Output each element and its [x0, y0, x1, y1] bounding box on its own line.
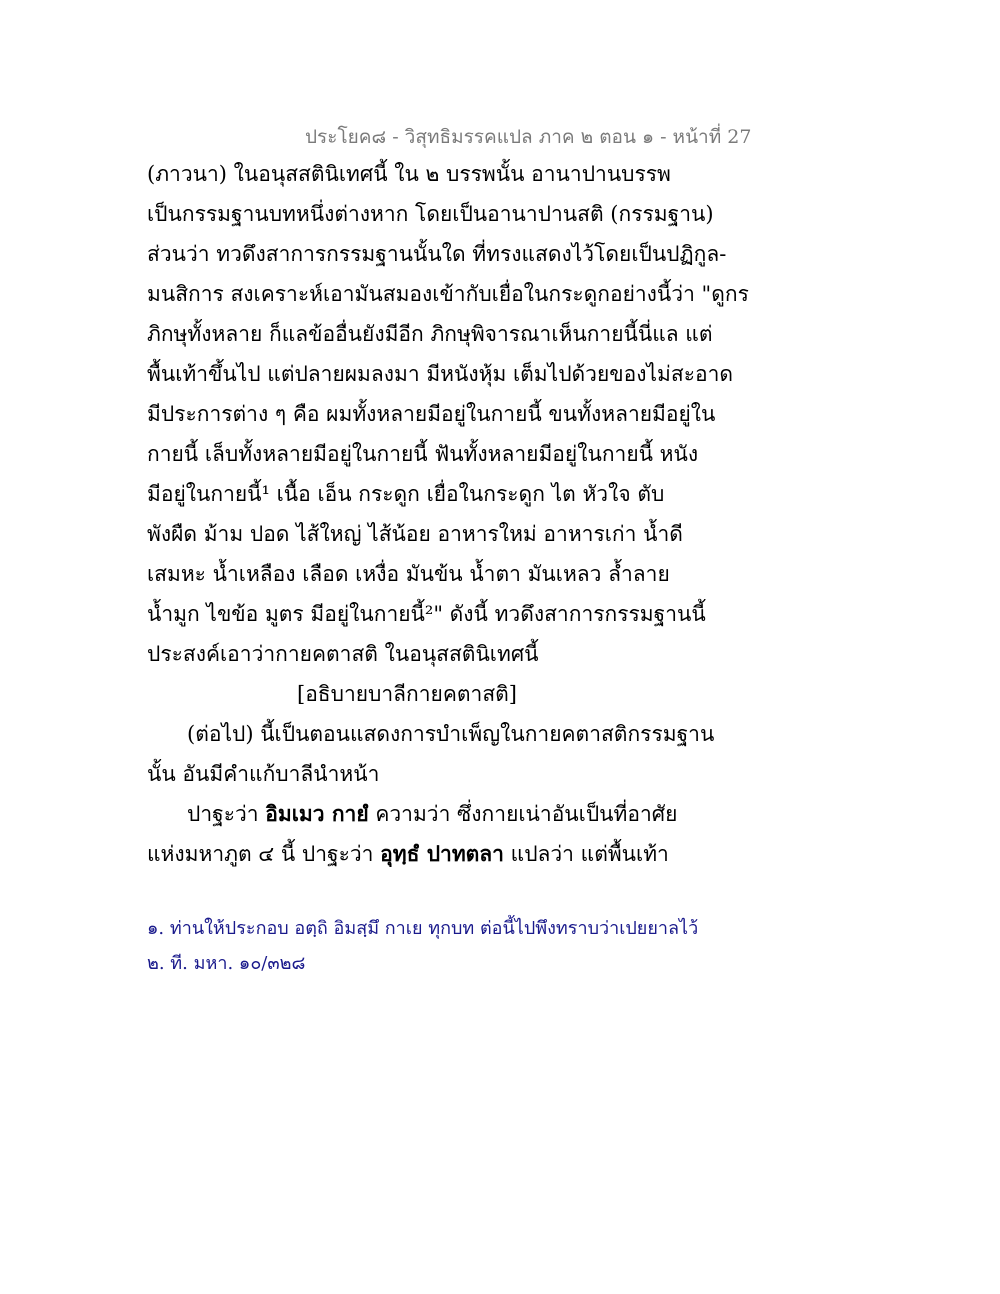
text-segment: แปลว่า แต่พื้นเท้า: [503, 842, 669, 866]
text-line: นั้น อันมีคำแก้บาลีนำหน้า: [147, 762, 380, 786]
text-line: ภิกษุทั้งหลาย ก็แลข้ออื่นยังมีอีก ภิกษุพิจารณาเห็นกายนี้นี่แล แต่: [147, 322, 713, 346]
footnote-1: ๑. ท่านให้ประกอบ อตฺถิ อิมสฺมึ กาเย ทุกบท ต่อนี้ไปพึงทราบว่าเปยยาลไว้: [147, 918, 699, 939]
text-line: มนสิการ สงเคราะห์เอามันสมองเข้ากับเยื่อในกระดูกอย่างนี้ว่า "ดูกร: [147, 282, 749, 306]
text-line: (ภาวนา) ในอนุสสตินิเทศนี้ ใน ๒ บรรพนั้น อานาปานบรรพ: [147, 162, 671, 186]
text-line: มีประการต่าง ๆ คือ ผมทั้งหลายมีอยู่ในกายนี้ ขนทั้งหลายมีอยู่ใน: [147, 402, 716, 426]
text-line: น้ำมูก ไขข้อ มูตร มีอยู่ในกายนี้²" ดังนี้ ทวดึงสาการกรรมฐานนี้: [147, 602, 706, 626]
text-line: เป็นกรรมฐานบทหนึ่งต่างหาก โดยเป็นอานาปานสติ (กรรมฐาน): [147, 202, 714, 226]
pali-term: อุทฺธํ ปาทตลา: [380, 841, 504, 866]
text-line: [147, 838, 707, 878]
footnotes: [147, 915, 707, 985]
text-line: (ต่อไป) นี้เป็นตอนแสดงการบำเพ็ญในกายคตาสติกรรมฐาน: [187, 722, 715, 746]
running-header: ประโยค๘ - วิสุทธิมรรคแปล ภาค ๒ ตอน ๑ - หน้าที่ 27: [305, 126, 752, 148]
pali-term: อิมเมว กายํ: [265, 801, 369, 826]
footnote-2: ๒. ที. มหา. ๑๐/๓๒๘: [147, 953, 306, 974]
text-line: พังผืด ม้าม ปอด ไส้ใหญ่ ไส้น้อย อาหารใหม่ อาหารเก่า น้ำดี: [147, 522, 683, 546]
main-text: [147, 158, 749, 878]
text-segment: ความว่า ซึ่งกายเน่าอันเป็นที่อาศัย: [368, 802, 678, 826]
text-segment: แห่งมหาภูต ๔ นี้ ปาฐะว่า: [147, 842, 381, 866]
text-line: [147, 798, 707, 838]
text-segment: ปาฐะว่า: [187, 802, 266, 826]
text-line: กายนี้ เล็บทั้งหลายมีอยู่ในกายนี้ ฟันทั้งหลายมีอยู่ในกายนี้ หนัง: [147, 442, 699, 466]
text-line: ส่วนว่า ทวดึงสาการกรรมฐานนั้นใด ที่ทรงแสดงไว้โดยเป็นปฏิกูล-: [147, 242, 727, 266]
text-line: เสมหะ น้ำเหลือง เลือด เหงื่อ มันข้น น้ำตา มันเหลว ล้ำลาย: [147, 562, 670, 586]
text-line: มีอยู่ในกายนี้¹ เนื้อ เอ็น กระดูก เยื่อในกระดูก ไต หัวใจ ตับ: [147, 482, 665, 506]
text-line: พื้นเท้าขึ้นไป แต่ปลายผมลงมา มีหนังหุ้ม เต็มไปด้วยของไม่สะอาด: [147, 362, 734, 386]
text-line: ประสงค์เอาว่ากายคตาสติ ในอนุสสตินิเทศนี้: [147, 642, 539, 666]
section-heading: [อธิบายบาลีกายคตาสติ]: [297, 682, 517, 706]
